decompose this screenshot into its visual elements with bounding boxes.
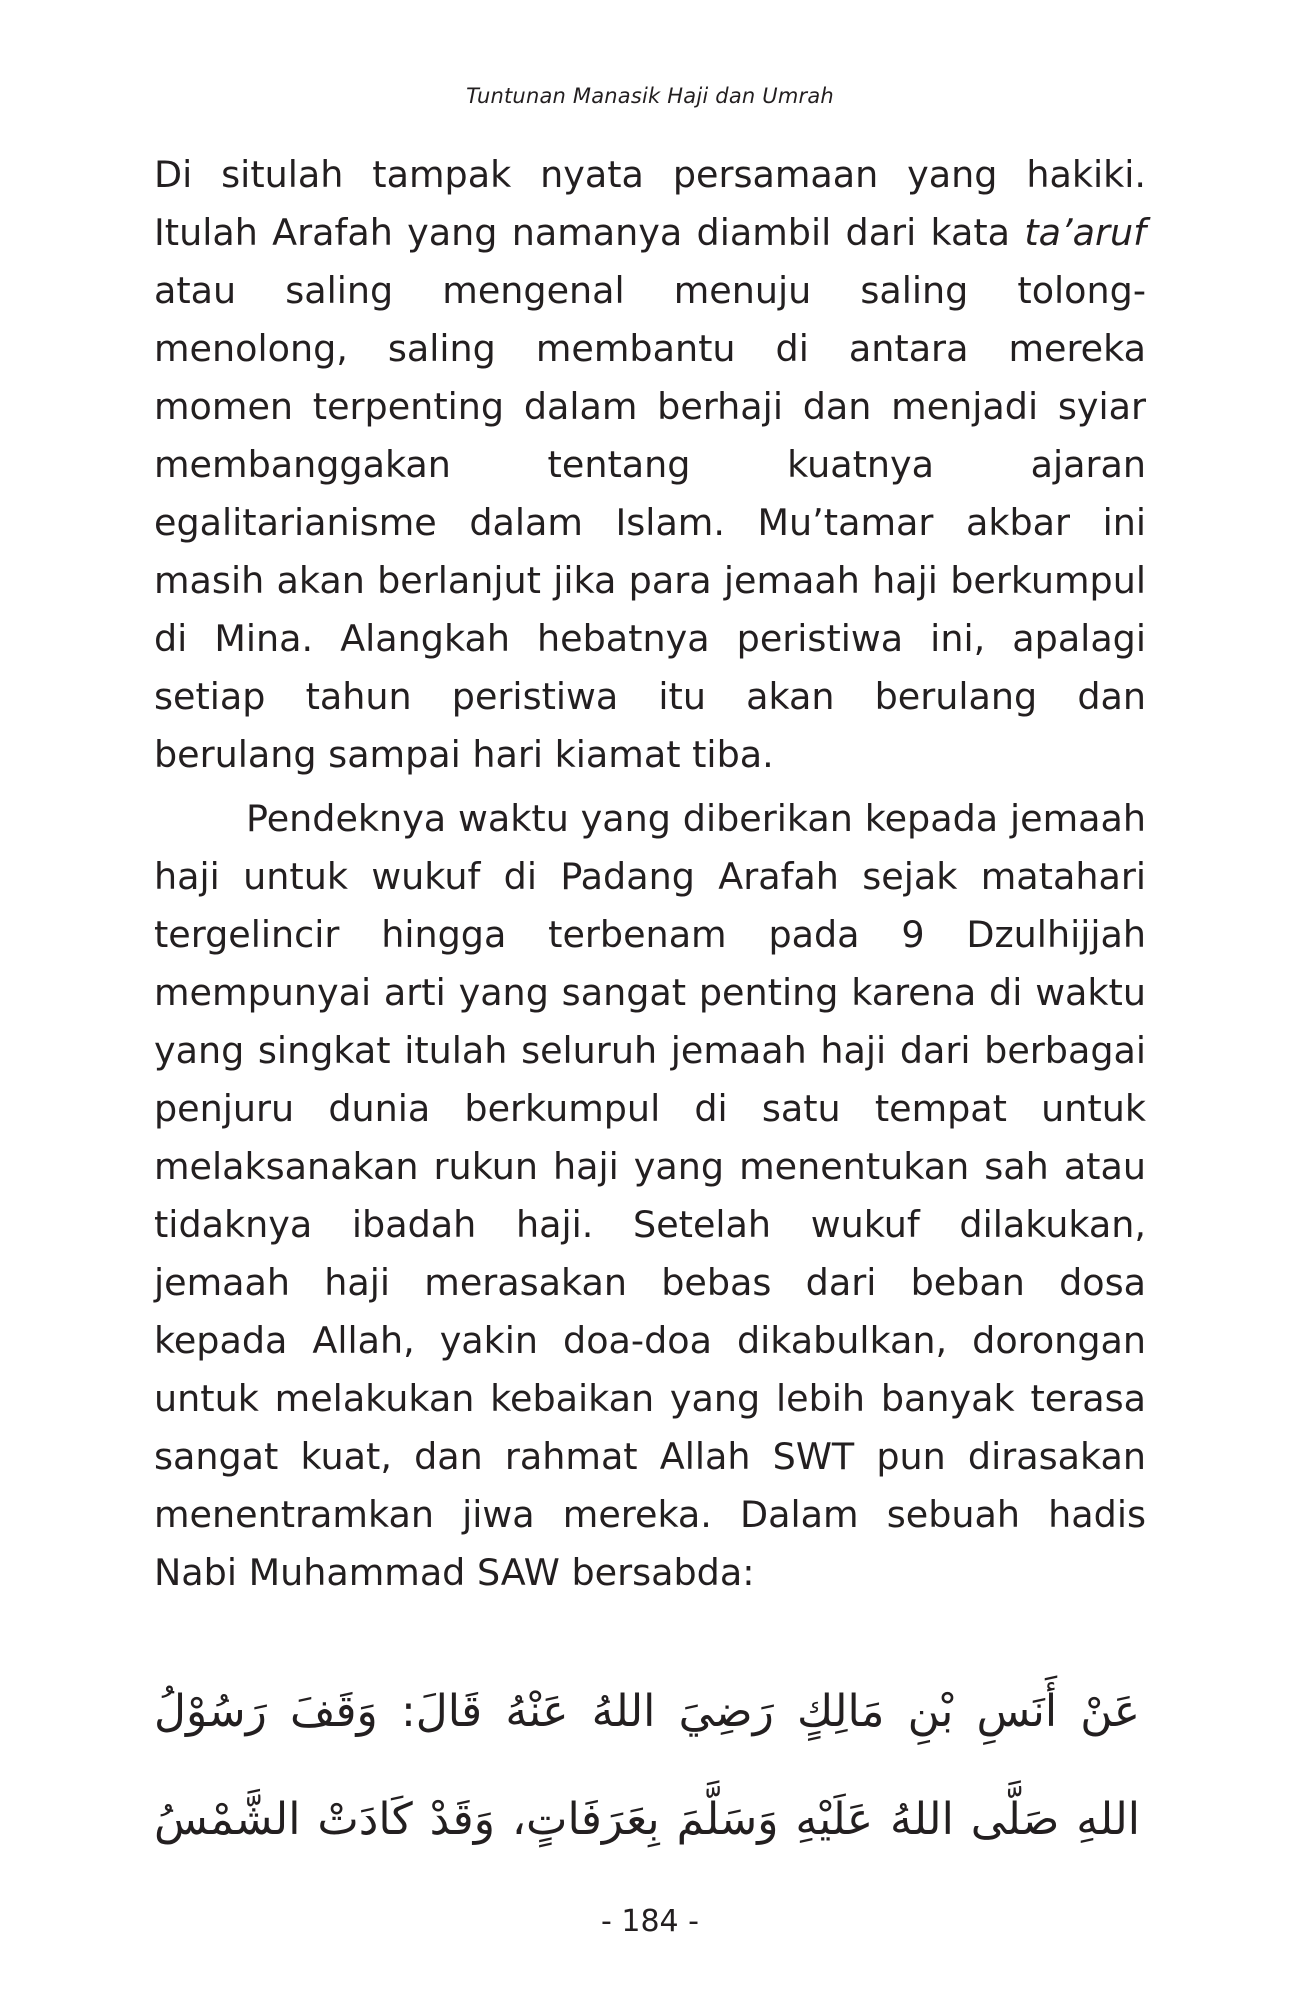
arabic-line-1: عَنْ أَنَسِ بْنِ مَالِكٍ رَضِيَ اللهُ عَنْهُ قَالَ: وَقَفَ رَسُوْلُ xyxy=(154,1686,1140,1737)
paragraph-1-italic-term: ta’aruf xyxy=(1024,211,1146,254)
arabic-line-2: اللهِ صَلَّى اللهُ عَلَيْهِ وَسَلَّمَ بِعَرَفَاتٍ، وَقَدْ كَادَتْ الشَّمْسُ xyxy=(154,1794,1140,1845)
paragraph-2: Pendeknya waktu yang diberikan kepada jemaah haji untuk wukuf di Padang Arafah sejak matahari tergelincir hingga terbenam pada 9 Dzulhijjah mempunyai arti yang sangat penting karena di waktu yang singkat itulah seluruh jemaah haji dari berbagai penjuru dunia berkumpul di satu tempat untuk melaksanakan rukun haji yang menentukan sah atau tidaknya ibadah haji. Setelah wukuf dilakukan, jemaah haji merasakan bebas dari beban dosa kepada Allah, yakin doa-doa dikabulkan, dorongan untuk melakukan kebaikan yang lebih banyak terasa sangat kuat, dan rahmat Allah SWT pun dirasakan menentramkan jiwa mereka. Dalam sebuah hadis Nabi Muhammad SAW bersabda: xyxy=(154,797,1146,1594)
running-header: Tuntunan Manasik Haji dan Umrah xyxy=(466,84,834,108)
page-body xyxy=(154,146,1146,1874)
paragraph-1-text-b: atau saling mengenal menuju saling tolong-menolong, saling membantu di antara mereka momen terpenting dalam berhaji dan menjadi syiar membanggakan tentang kuatnya ajaran egalitarianisme dalam Islam. Mu’tamar akbar ini masih akan berlanjut jika para jemaah haji berkumpul di Mina. Alangkah hebatnya peristiwa ini, apalagi setiap tahun peristiwa itu akan berulang dan berulang sampai hari kiamat tiba. xyxy=(154,269,1146,776)
page-number: - 184 - xyxy=(601,1904,699,1939)
paragraph-1-text-a: Di situlah tampak nyata persamaan yang hakiki. Itulah Arafah yang namanya diambil dari kata xyxy=(154,153,1146,254)
arabic-hadith xyxy=(154,1658,1146,1874)
paragraph-1 xyxy=(154,146,1146,784)
